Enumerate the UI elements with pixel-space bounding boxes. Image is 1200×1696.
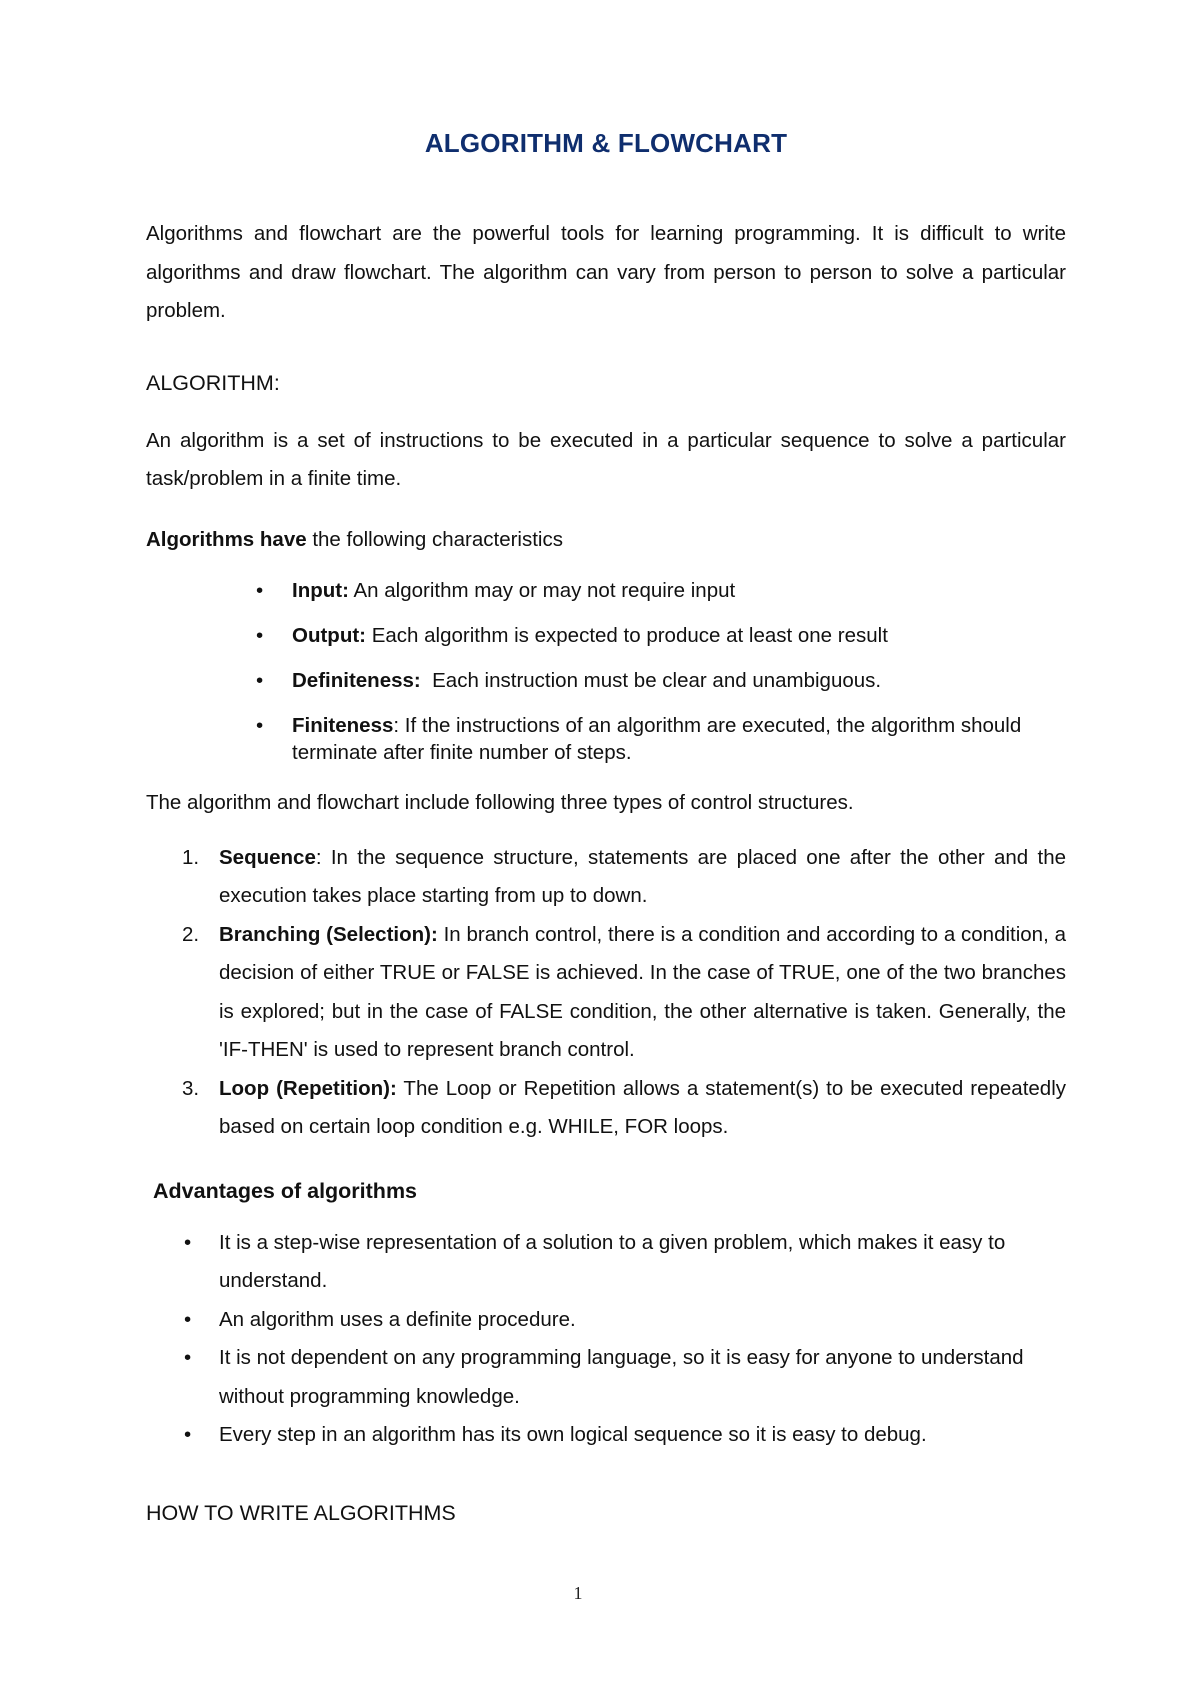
control-structures-intro: The algorithm and flowchart include following three types of control structures. <box>146 791 854 814</box>
control-term: Branching (Selection): <box>219 922 438 946</box>
algorithm-definition: An algorithm is a set of instructions to be executed in a particular sequence to solve a particular task/problem in a finite time. <box>146 428 1066 490</box>
characteristic-term: Definiteness: <box>292 669 421 692</box>
list-item <box>146 1224 1066 1301</box>
bullet-icon: • <box>256 669 264 692</box>
list-item <box>146 1416 1066 1455</box>
list-number: 3. <box>182 1076 200 1100</box>
bullet-icon: • <box>184 1230 192 1254</box>
characteristic-text: An algorithm may or may not require input <box>348 579 736 602</box>
list-number: 2. <box>182 922 200 946</box>
control-text: : In the sequence structure, statements are placed one after the other and the execution takes place starting from up to down. <box>219 845 1066 907</box>
how-to-write-heading: HOW TO WRITE ALGORITHMS <box>146 1500 456 1525</box>
page-content <box>146 128 1066 1526</box>
advantage-text: It is a step-wise representation of a solution to a given problem, which makes it easy to understand. <box>219 1230 1006 1292</box>
document-title: ALGORITHM & FLOWCHART <box>424 128 788 158</box>
characteristics-intro-rest: the following characteristics <box>306 527 563 551</box>
control-text: In branch control, there is a condition and according to a condition, a decision of either TRUE or FALSE is achieved. In the case of TRUE, one of the two branches is explored; but in the case of FALSE condition, the other alternative is taken. Generally, the 'IF-THEN' is used to represent branch control. <box>219 922 1066 1061</box>
characteristic-term: Input: <box>292 579 349 602</box>
characteristics-list <box>146 577 1066 766</box>
characteristic-text: : If the instructions of an algorithm are executed, the algorithm should terminate after finite number of steps. <box>292 714 1022 764</box>
characteristics-intro <box>146 521 1066 560</box>
algorithm-heading-text: ALGORITHM <box>146 370 274 395</box>
advantages-heading: Advantages of algorithms <box>153 1178 418 1203</box>
list-item <box>146 1339 1066 1416</box>
advantage-text: Every step in an algorithm has its own logical sequence so it is easy to debug. <box>219 1423 927 1446</box>
list-number: 1. <box>182 845 200 869</box>
list-item <box>146 839 1066 916</box>
characteristic-term: Output: <box>292 624 366 647</box>
intro-paragraph: Algorithms and flowchart are the powerful tools for learning programming. It is difficult to write algorithms and draw flowchart. The algorithm can vary from person to person to solve a particular problem. <box>146 222 1066 322</box>
list-item <box>146 916 1066 1070</box>
bullet-icon: • <box>184 1423 192 1446</box>
algorithm-heading <box>146 371 1066 396</box>
list-item <box>146 622 1066 649</box>
advantage-text: An algorithm uses a definite procedure. <box>219 1307 576 1331</box>
bullet-icon: • <box>184 1307 192 1331</box>
list-item <box>146 667 1066 694</box>
characteristics-intro-bold: Algorithms have <box>146 527 307 551</box>
list-item <box>146 1070 1066 1147</box>
bullet-icon: • <box>256 579 264 602</box>
control-text: The Loop or Repetition allows a statement(s) to be executed repeatedly based on certain loop condition e.g. WHILE, FOR loops. <box>219 1076 1067 1138</box>
list-item <box>146 712 1066 766</box>
algorithm-heading-colon: : <box>273 370 280 395</box>
bullet-icon: • <box>256 624 264 647</box>
list-item <box>146 577 1066 604</box>
characteristic-text: Each algorithm is expected to produce at least one result <box>366 624 888 647</box>
control-term: Sequence <box>219 845 316 869</box>
characteristic-term: Finiteness <box>292 714 394 737</box>
bullet-icon: • <box>256 714 264 737</box>
list-item <box>146 1301 1066 1340</box>
page-number: 1 <box>573 1583 583 1603</box>
advantages-list <box>146 1224 1066 1455</box>
control-structures-list <box>146 839 1066 1147</box>
characteristic-text: Each instruction must be clear and unambiguous. <box>420 669 882 692</box>
control-term: Loop (Repetition): <box>219 1076 397 1100</box>
advantage-text: It is not dependent on any programming language, so it is easy for anyone to understand without programming knowledge. <box>219 1346 1024 1408</box>
bullet-icon: • <box>184 1346 192 1369</box>
